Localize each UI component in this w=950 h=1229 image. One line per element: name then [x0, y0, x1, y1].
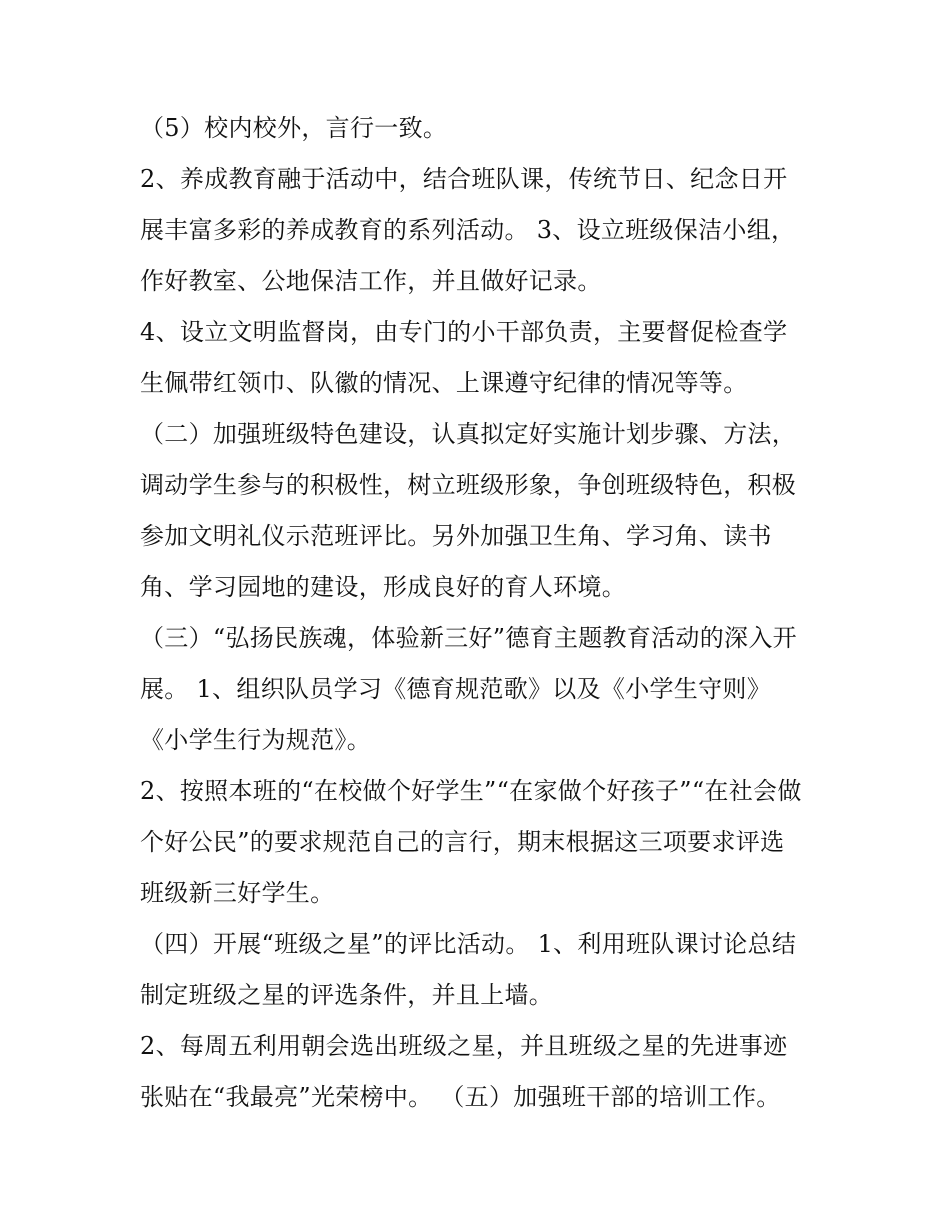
text-line: 《小学生行为规范》。	[140, 726, 371, 754]
text-line: 制定班级之星的评选条件，并且上墙。	[140, 981, 554, 1009]
text-line: 2、按照本班的“在校做个好学生”“在家做个好孩子”“在社会做	[140, 777, 802, 805]
text-line: （二）加强班级特色建设，认真拟定好实施计划步骤、方法，	[140, 420, 797, 448]
text-line: 调动学生参与的积极性，树立班级形象，争创班级特色，积极	[140, 471, 797, 499]
text-line: 参加文明礼仪示范班评比。另外加强卫生角、学习角、读书	[140, 522, 772, 550]
text-line: 4、设立文明监督岗，由专门的小干部负责，主要督促检查学	[140, 318, 788, 346]
text-line: 生佩带红领巾、队徽的情况、上课遵守纪律的情况等等。	[140, 369, 748, 397]
text-line: 班级新三好学生。	[140, 879, 335, 907]
text-line: 展丰富多彩的养成教育的系列活动。 3、设立班级保洁小组，	[140, 216, 796, 244]
text-line: 2、养成教育融于活动中，结合班队课，传统节日、纪念日开	[140, 165, 788, 193]
text-line: （三）“弘扬民族魂，体验新三好”德育主题教育活动的深入开	[140, 624, 797, 652]
text-line: 作好教室、公地保洁工作，并且做好记录。	[140, 267, 602, 295]
text-line: 展。 1、组织队员学习《德育规范歌》以及《小学生守则》	[140, 675, 771, 703]
text-line: （四）开展“班级之星”的评比活动。 1、利用班队课讨论总结	[140, 930, 797, 958]
text-line: （5）校内校外，言行一致。	[140, 114, 448, 142]
text-line: 角、学习园地的建设，形成良好的育人环境。	[140, 573, 626, 601]
text-line: 个好公民”的要求规范自己的言行，期末根据这三项要求评选	[140, 828, 785, 856]
text-line: 张贴在“我最亮”光荣榜中。 （五）加强班干部的培训工作。	[140, 1083, 781, 1111]
text-line: 2、每周五利用朝会选出班级之星，并且班级之星的先进事迹	[140, 1032, 788, 1060]
